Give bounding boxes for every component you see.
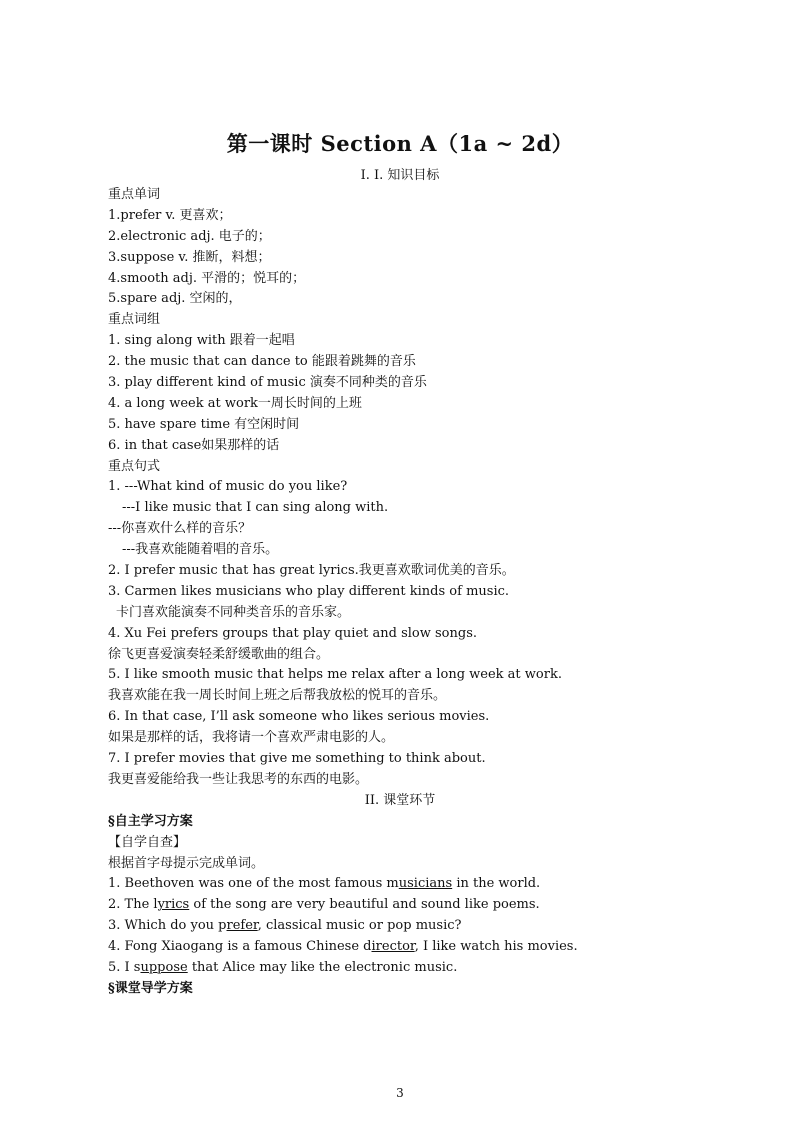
page-title: 第一课时 Section A（1a ~ 2d） (226, 131, 574, 156)
self-study-subheading: 【自学自查】 (108, 834, 187, 850)
sentence-line: 徐飞更喜爱演奏轻柔舒缓歌曲的组合。 (108, 646, 330, 662)
self-study-heading: §自主学习方案 (108, 813, 193, 829)
exercise-item (108, 937, 708, 958)
vocab-item: 5.spare adj. 空闲的， (108, 291, 242, 307)
section2-heading: II. 课堂环节 (364, 792, 436, 808)
vocab-item: 2.electronic adj. 电子的； (108, 228, 271, 244)
guided-heading: §课堂导学方案 (108, 980, 193, 996)
phrase-item: 3. play different kind of music 演奏不同种类的音乐 (108, 375, 427, 391)
exercise-answer: yrics (157, 897, 190, 913)
vocab-item: 4.smooth adj. 平滑的；悦耳的； (108, 270, 306, 286)
page-number: 3 (396, 1086, 404, 1100)
exercise-answer: refer (226, 918, 258, 934)
exercise-text: 4. Fong Xiaogang is a famous Chinese d (108, 939, 372, 955)
exercise-text: 2. The l (108, 897, 158, 913)
section1-heading: I. I. 知识目标 (360, 168, 440, 183)
sentence-line: 3. Carmen likes musicians who play different kinds of music. (108, 583, 510, 599)
sentence-line: 如果是那样的话，我将请一个喜欢严肃电影的人。 (108, 730, 395, 746)
exercise-text: 5. I s (108, 959, 141, 975)
vocab-heading: 重点单词 (108, 187, 161, 202)
exercise-text: that Alice may like the electronic music. (187, 959, 458, 975)
phrase-item: 2. the music that can dance to 能跟着跳舞的音乐 (108, 354, 416, 370)
phrase-item: 4. a long week at work一周长时间的上班 (108, 395, 362, 411)
exercise-answer: usicians (398, 876, 453, 892)
vocab-item: 1.prefer v. 更喜欢； (108, 207, 232, 223)
phrase-item: 6. in that case如果那样的话 (108, 437, 280, 453)
document-body (108, 185, 708, 1000)
sentence-line: ---I like music that I can sing along with. (122, 500, 389, 516)
sentence-line: 2. I prefer music that has great lyrics.我更喜欢歌词优美的音乐。 (108, 563, 515, 579)
sentence-line: 我喜欢能在我一周长时间上班之后帮我放松的悦耳的音乐。 (108, 688, 447, 704)
sentence-line: 7. I prefer movies that give me something to think about. (108, 751, 486, 767)
sentence-line: 我更喜爱能给我一些让我思考的东西的电影。 (108, 771, 369, 787)
exercise-text: 3. Which do you p (108, 918, 227, 934)
phrase-item: 5. have spare time 有空闲时间 (108, 416, 300, 432)
exercise-text: 1. Beethoven was one of the most famous m (108, 876, 399, 892)
sentence-line: ---你喜欢什么样的音乐？ (108, 521, 252, 537)
phrase-item: 1. sing along with 跟着一起唱 (108, 333, 295, 349)
vocab-item: 3.suppose v. 推断，料想； (108, 249, 271, 265)
self-study-instruction: 根据首字母提示完成单词。 (108, 855, 265, 871)
phrases-heading: 重点词组 (108, 312, 161, 328)
sentence-line: 1. ---What kind of music do you like? (108, 479, 348, 495)
exercise-item (108, 958, 708, 979)
exercise-text: , I like watch his movies. (414, 939, 578, 955)
exercise-text: of the song are very beautiful and sound like poems. (189, 897, 540, 913)
exercise-item (108, 874, 708, 895)
exercise-text: , classical music or pop music? (257, 918, 462, 934)
exercise-answer: irector (371, 939, 415, 955)
sentences-heading: 重点句式 (108, 458, 161, 474)
sentence-line: 4. Xu Fei prefers groups that play quiet and slow songs. (108, 625, 478, 641)
exercise-text: in the world. (452, 876, 541, 892)
sentence-line: ---我喜欢能随着唱的音乐。 (122, 542, 279, 558)
sentence-line: 卡门喜欢能演奏不同种类音乐的音乐家。 (116, 604, 351, 620)
exercise-answer: uppose (140, 959, 188, 975)
exercise-item (108, 916, 708, 937)
sentence-line: 5. I like smooth music that helps me relax after a long week at work. (108, 667, 562, 683)
sentence-line: 6. In that case, I’ll ask someone who likes serious movies. (108, 709, 490, 725)
exercise-item (108, 895, 708, 916)
